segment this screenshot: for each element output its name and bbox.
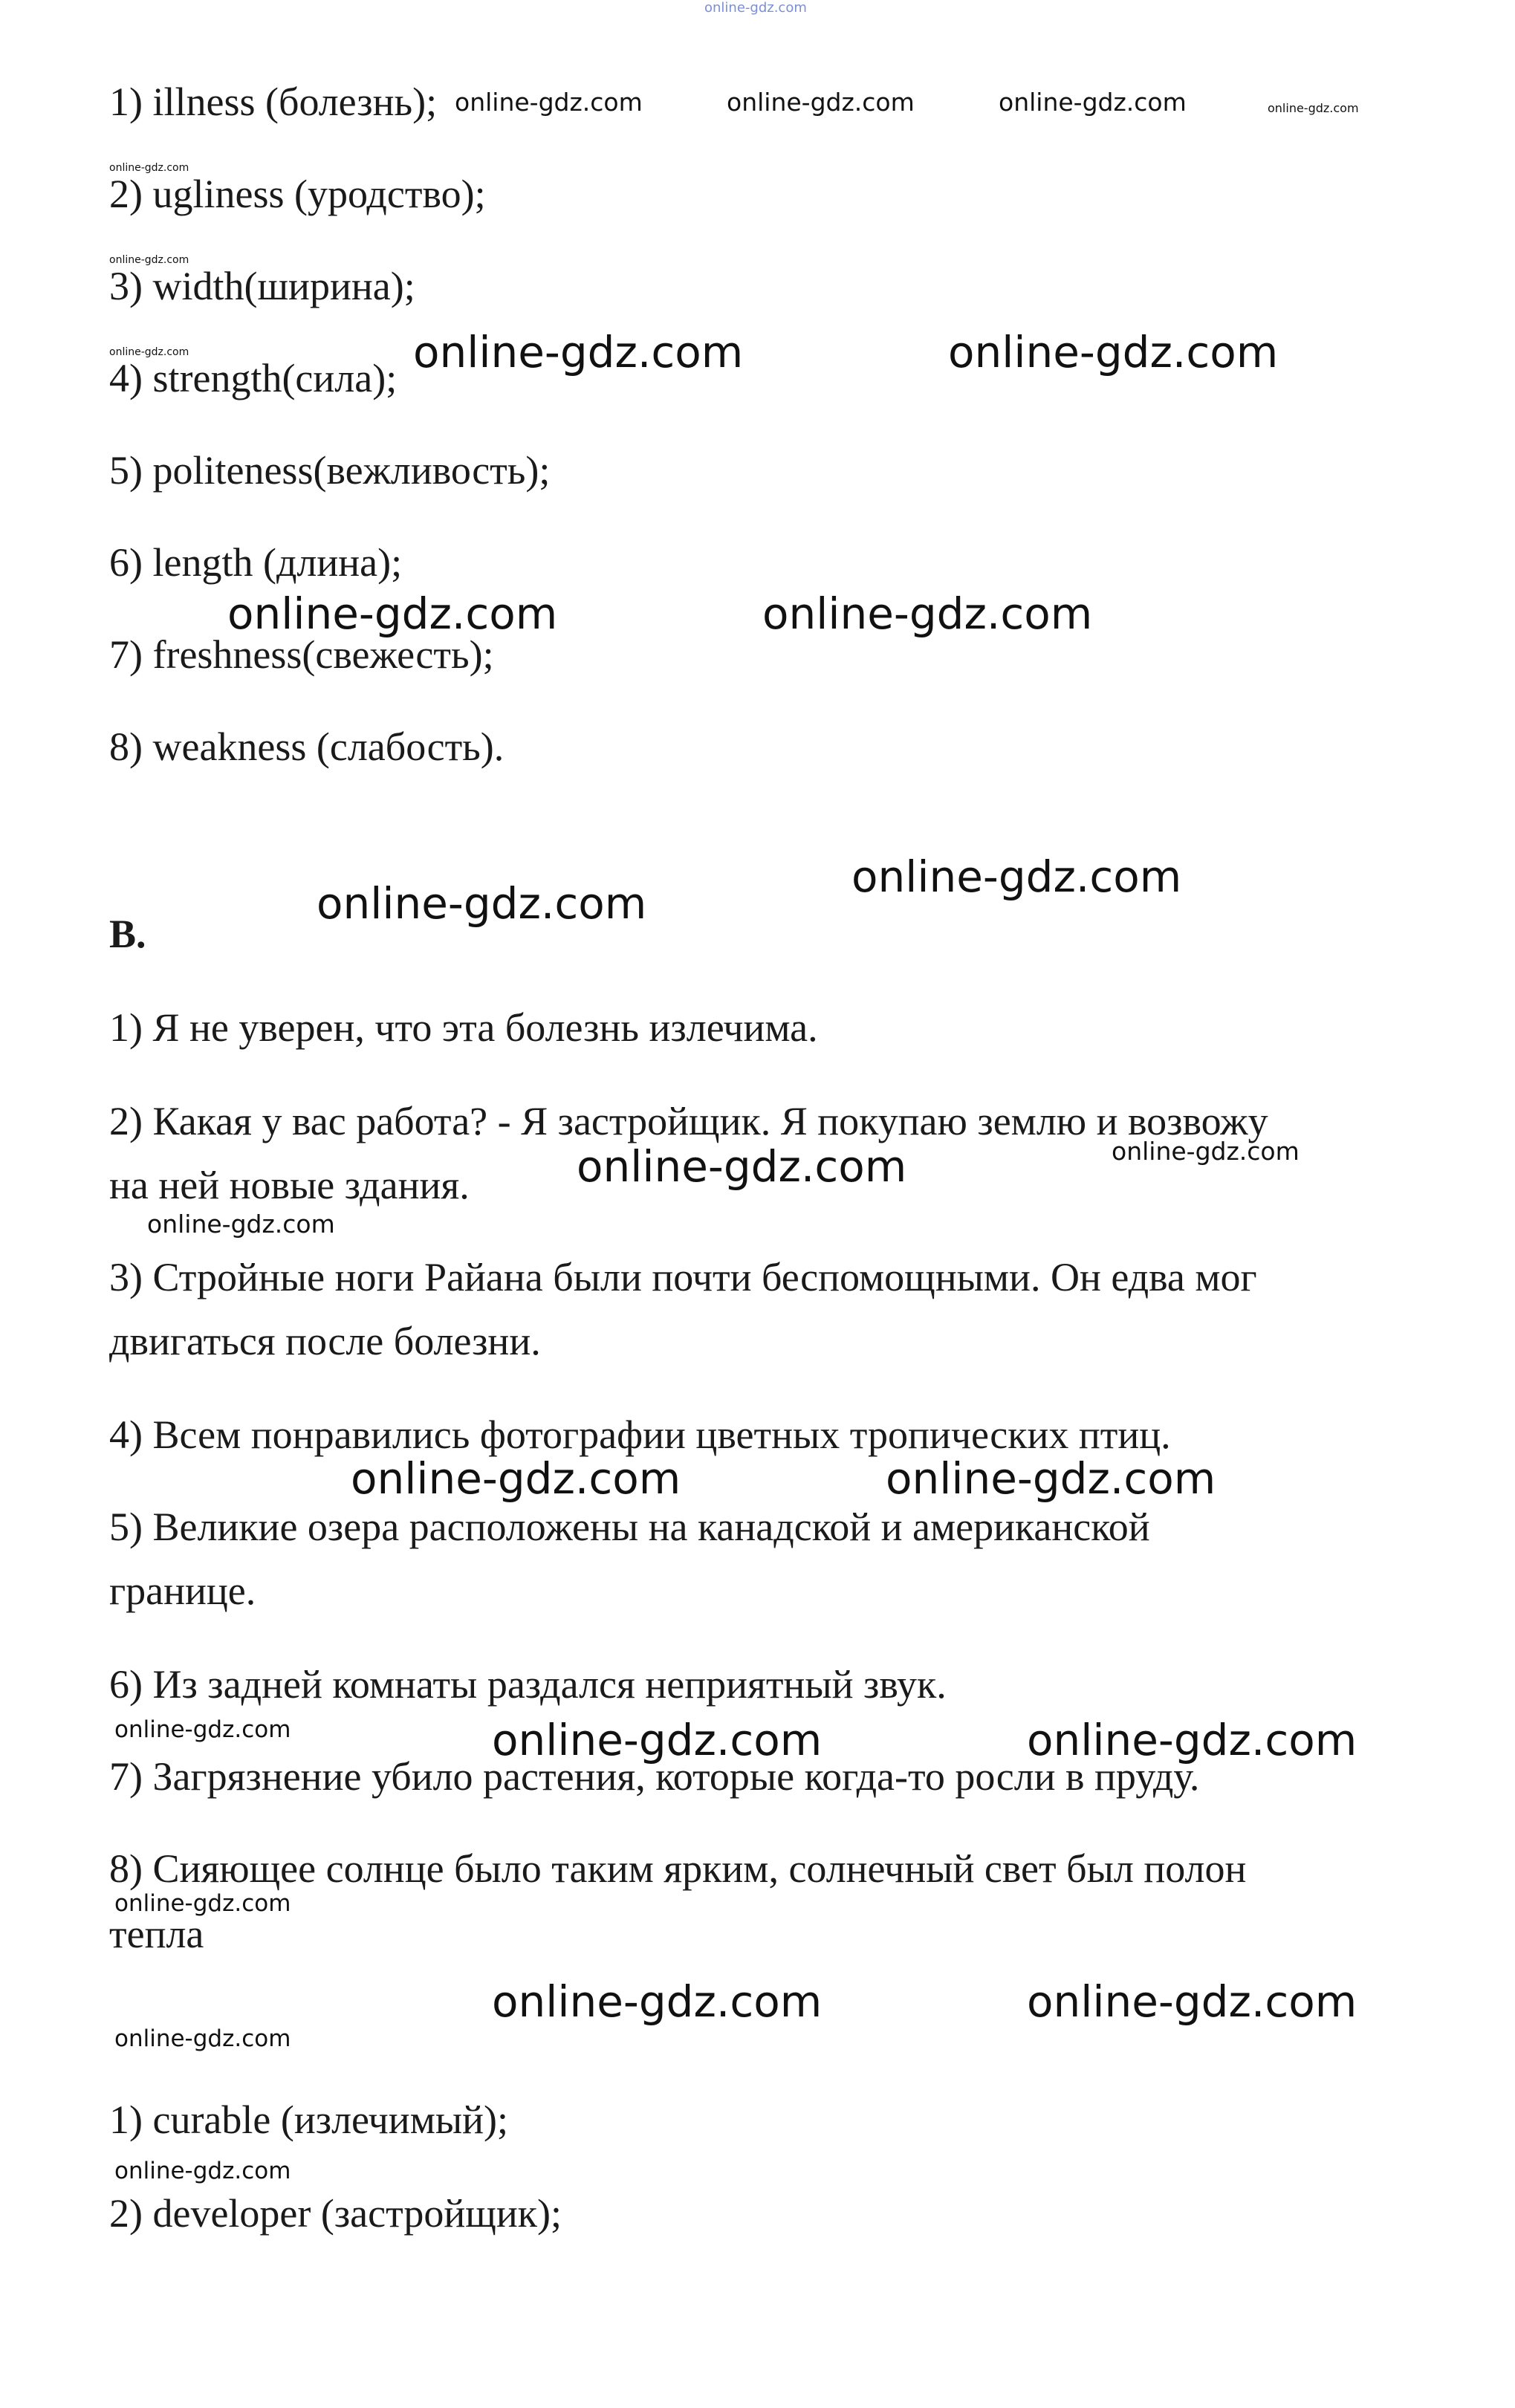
watermark: online-gdz.com <box>114 2025 291 2052</box>
watermark: online-gdz.com <box>227 588 558 639</box>
sentence-2-line-1: 2) Какая у вас работа? - Я застройщик. Я покупаю землю и возвожу <box>109 1099 1268 1143</box>
sentence-8-line-2: тепла <box>109 1912 204 1956</box>
section-b-heading: B. <box>109 912 146 956</box>
watermark: online-gdz.com <box>317 878 647 929</box>
sentence-4: 4) Всем понравились фотографии цветных тропических птиц. <box>109 1412 1171 1457</box>
word-item-3: 3) width(ширина); <box>109 264 415 308</box>
word-item-7: 7) freshness(свежесть); <box>109 632 494 677</box>
watermark: online-gdz.com <box>109 254 189 266</box>
answer-item-1: 1) curable (излечимый); <box>109 2097 509 2142</box>
sentence-6: 6) Из задней комнаты раздался неприятный звук. <box>109 1662 947 1707</box>
watermark: online-gdz.com <box>886 1453 1216 1504</box>
sentence-2-line-2: на ней новые здания. <box>109 1163 470 1207</box>
sentence-3-line-2: двигаться после болезни. <box>109 1319 541 1363</box>
watermark: online-gdz.com <box>948 327 1279 377</box>
watermark: online-gdz.com <box>114 1890 291 1917</box>
word-item-6: 6) length (длина); <box>109 540 403 585</box>
watermark-top: online-gdz.com <box>704 0 807 16</box>
watermark: online-gdz.com <box>492 1715 823 1765</box>
watermark: online-gdz.com <box>114 2158 291 2184</box>
word-item-5: 5) politeness(вежливость); <box>109 448 551 493</box>
watermark: online-gdz.com <box>455 88 643 117</box>
word-item-8: 8) weakness (слабость). <box>109 724 505 769</box>
watermark: online-gdz.com <box>351 1453 681 1504</box>
sentence-7: 7) Загрязнение убило растения, которые когда-то росли в пруду. <box>109 1754 1200 1799</box>
watermark: online-gdz.com <box>999 88 1187 117</box>
watermark: online-gdz.com <box>492 1976 823 2027</box>
watermark: online-gdz.com <box>147 1210 335 1239</box>
sentence-1: 1) Я не уверен, что эта болезнь излечима. <box>109 1005 818 1050</box>
watermark: online-gdz.com <box>1268 101 1359 115</box>
watermark: online-gdz.com <box>1112 1137 1300 1166</box>
sentence-8-line-1: 8) Сияющее солнце было таким ярким, солнечный свет был полон <box>109 1846 1247 1891</box>
word-item-2: 2) ugliness (уродство); <box>109 172 486 216</box>
watermark: online-gdz.com <box>727 88 915 117</box>
watermark: online-gdz.com <box>109 162 189 174</box>
watermark: online-gdz.com <box>577 1141 907 1192</box>
watermark: online-gdz.com <box>114 1716 291 1743</box>
watermark: online-gdz.com <box>762 588 1093 639</box>
sentence-3-line-1: 3) Стройные ноги Райана были почти беспомощными. Он едва мог <box>109 1255 1257 1299</box>
sentence-5-line-2: границе. <box>109 1568 256 1613</box>
answer-item-2: 2) developer (застройщик); <box>109 2191 562 2236</box>
watermark: online-gdz.com <box>413 327 744 377</box>
watermark: online-gdz.com <box>1027 1715 1357 1765</box>
sentence-5-line-1: 5) Великие озера расположены на канадской и американской <box>109 1505 1150 1549</box>
watermark: online-gdz.com <box>851 851 1182 902</box>
word-item-4: 4) strength(сила); <box>109 356 398 400</box>
watermark: online-gdz.com <box>109 346 189 358</box>
word-item-1: 1) illness (болезнь); <box>109 79 438 124</box>
watermark: online-gdz.com <box>1027 1976 1357 2027</box>
